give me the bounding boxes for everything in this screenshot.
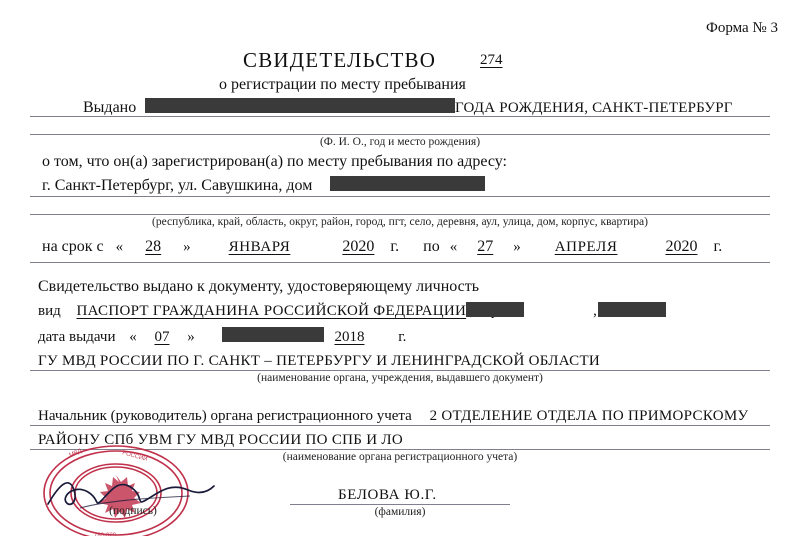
identity-type-line (38, 303, 659, 320)
issued-birth-place: ГОДА РОЖДЕНИЯ, САНКТ-ПЕТЕРБУРГ (455, 100, 733, 116)
identity-type-value: ПАСПОРТ ГРАЖДАНИНА РОССИЙСКОЙ ФЕДЕРАЦИИ (76, 303, 467, 319)
rule-issued (30, 116, 770, 117)
redaction-address (330, 176, 485, 191)
chief-office-line2: РАЙОНУ СПб УВМ ГУ МВД РОССИИ ПО СПБ И ЛО (38, 432, 404, 448)
quote-close-from: » (183, 239, 191, 255)
caption-surname: (фамилия) (374, 506, 426, 518)
identity-heading: Свидетельство выдано к документу, удостоверяющему личность (38, 278, 480, 295)
term-from-month: ЯНВАРЯ (228, 239, 291, 255)
rule-surname (290, 504, 510, 505)
page-subtitle: о регистрации по месту пребывания (219, 76, 466, 93)
identity-issue-year: 2018 (334, 329, 365, 345)
rule-authority (30, 370, 770, 371)
redaction-passport-number (598, 302, 666, 317)
identity-issue-day: 07 (154, 329, 170, 345)
rule-chief-1 (30, 425, 770, 426)
redaction-fio (145, 98, 455, 113)
identity-authority: ГУ МВД РОССИИ ПО Г. САНКТ – ПЕТЕРБУРГУ И ЛЕНИНГРАДСКОЙ ОБЛАСТИ (38, 353, 601, 369)
term-to-prefix: по (423, 238, 440, 255)
rule-fio (30, 134, 770, 135)
term-line (42, 238, 722, 256)
svg-text:МВД: МВД (68, 448, 83, 459)
caption-signature: (подпись) (109, 505, 157, 517)
redaction-issue-month (222, 327, 324, 342)
redaction-passport-series (466, 302, 524, 317)
identity-issue-year-abbr: г. (398, 329, 407, 345)
chief-line (38, 408, 748, 425)
caption-address: (республика, край, область, округ, район, город, пгт, село, деревня, аул, улица, дом, корпус, квартира) (152, 216, 648, 228)
identity-type-label: вид (38, 303, 61, 319)
caption-office: (наименование органа регистрационного учета) (282, 451, 518, 463)
term-from-day: 28 (145, 238, 162, 255)
term-prefix: на срок с (42, 238, 104, 255)
quote-close-to: » (513, 239, 521, 255)
term-to-year-abbr: г. (713, 238, 723, 255)
chief-office-line1: 2 ОТДЕЛЕНИЕ ОТДЕЛА ПО ПРИМОРСКОМУ (429, 408, 749, 424)
quote-open-from: « (115, 239, 124, 255)
svg-text:780-029: 780-029 (94, 533, 117, 536)
term-from-year: 2020 (342, 238, 375, 255)
address-line: г. Санкт-Петербург, ул. Савушкина, дом (42, 177, 313, 194)
svg-text:РОССИИ: РОССИИ (121, 450, 148, 464)
chief-label: Начальник (руководитель) органа регистрационного учета (38, 408, 412, 424)
quote-close-issue: » (187, 329, 195, 345)
quote-open-issue: « (129, 329, 137, 345)
issued-label: Выдано (83, 99, 137, 116)
chief-surname: БЕЛОВА Ю.Г. (338, 487, 437, 503)
registered-line: о том, что он(а) зарегистрирован(а) по месту пребывания по адресу: (42, 153, 507, 170)
quote-open-to: « (449, 239, 458, 255)
term-to-day: 27 (477, 238, 494, 255)
rule-term (30, 262, 770, 263)
page-title: СВИДЕТЕЛЬСТВО (243, 48, 437, 72)
identity-issue-date-label: дата выдачи (38, 329, 116, 345)
rule-address-1 (30, 196, 770, 197)
term-from-year-abbr: г. (390, 238, 400, 255)
rule-address-2 (30, 214, 770, 215)
caption-authority: (наименование органа, учреждения, выдавшего документ) (257, 372, 543, 384)
identity-series-comma: , (593, 303, 597, 319)
form-number: Форма № 3 (706, 20, 778, 36)
certificate-number: 274 (480, 52, 503, 68)
term-to-year: 2020 (665, 238, 698, 255)
term-to-month: АПРЕЛЯ (554, 239, 618, 255)
caption-fio: (Ф. И. О., год и место рождения) (319, 136, 481, 148)
